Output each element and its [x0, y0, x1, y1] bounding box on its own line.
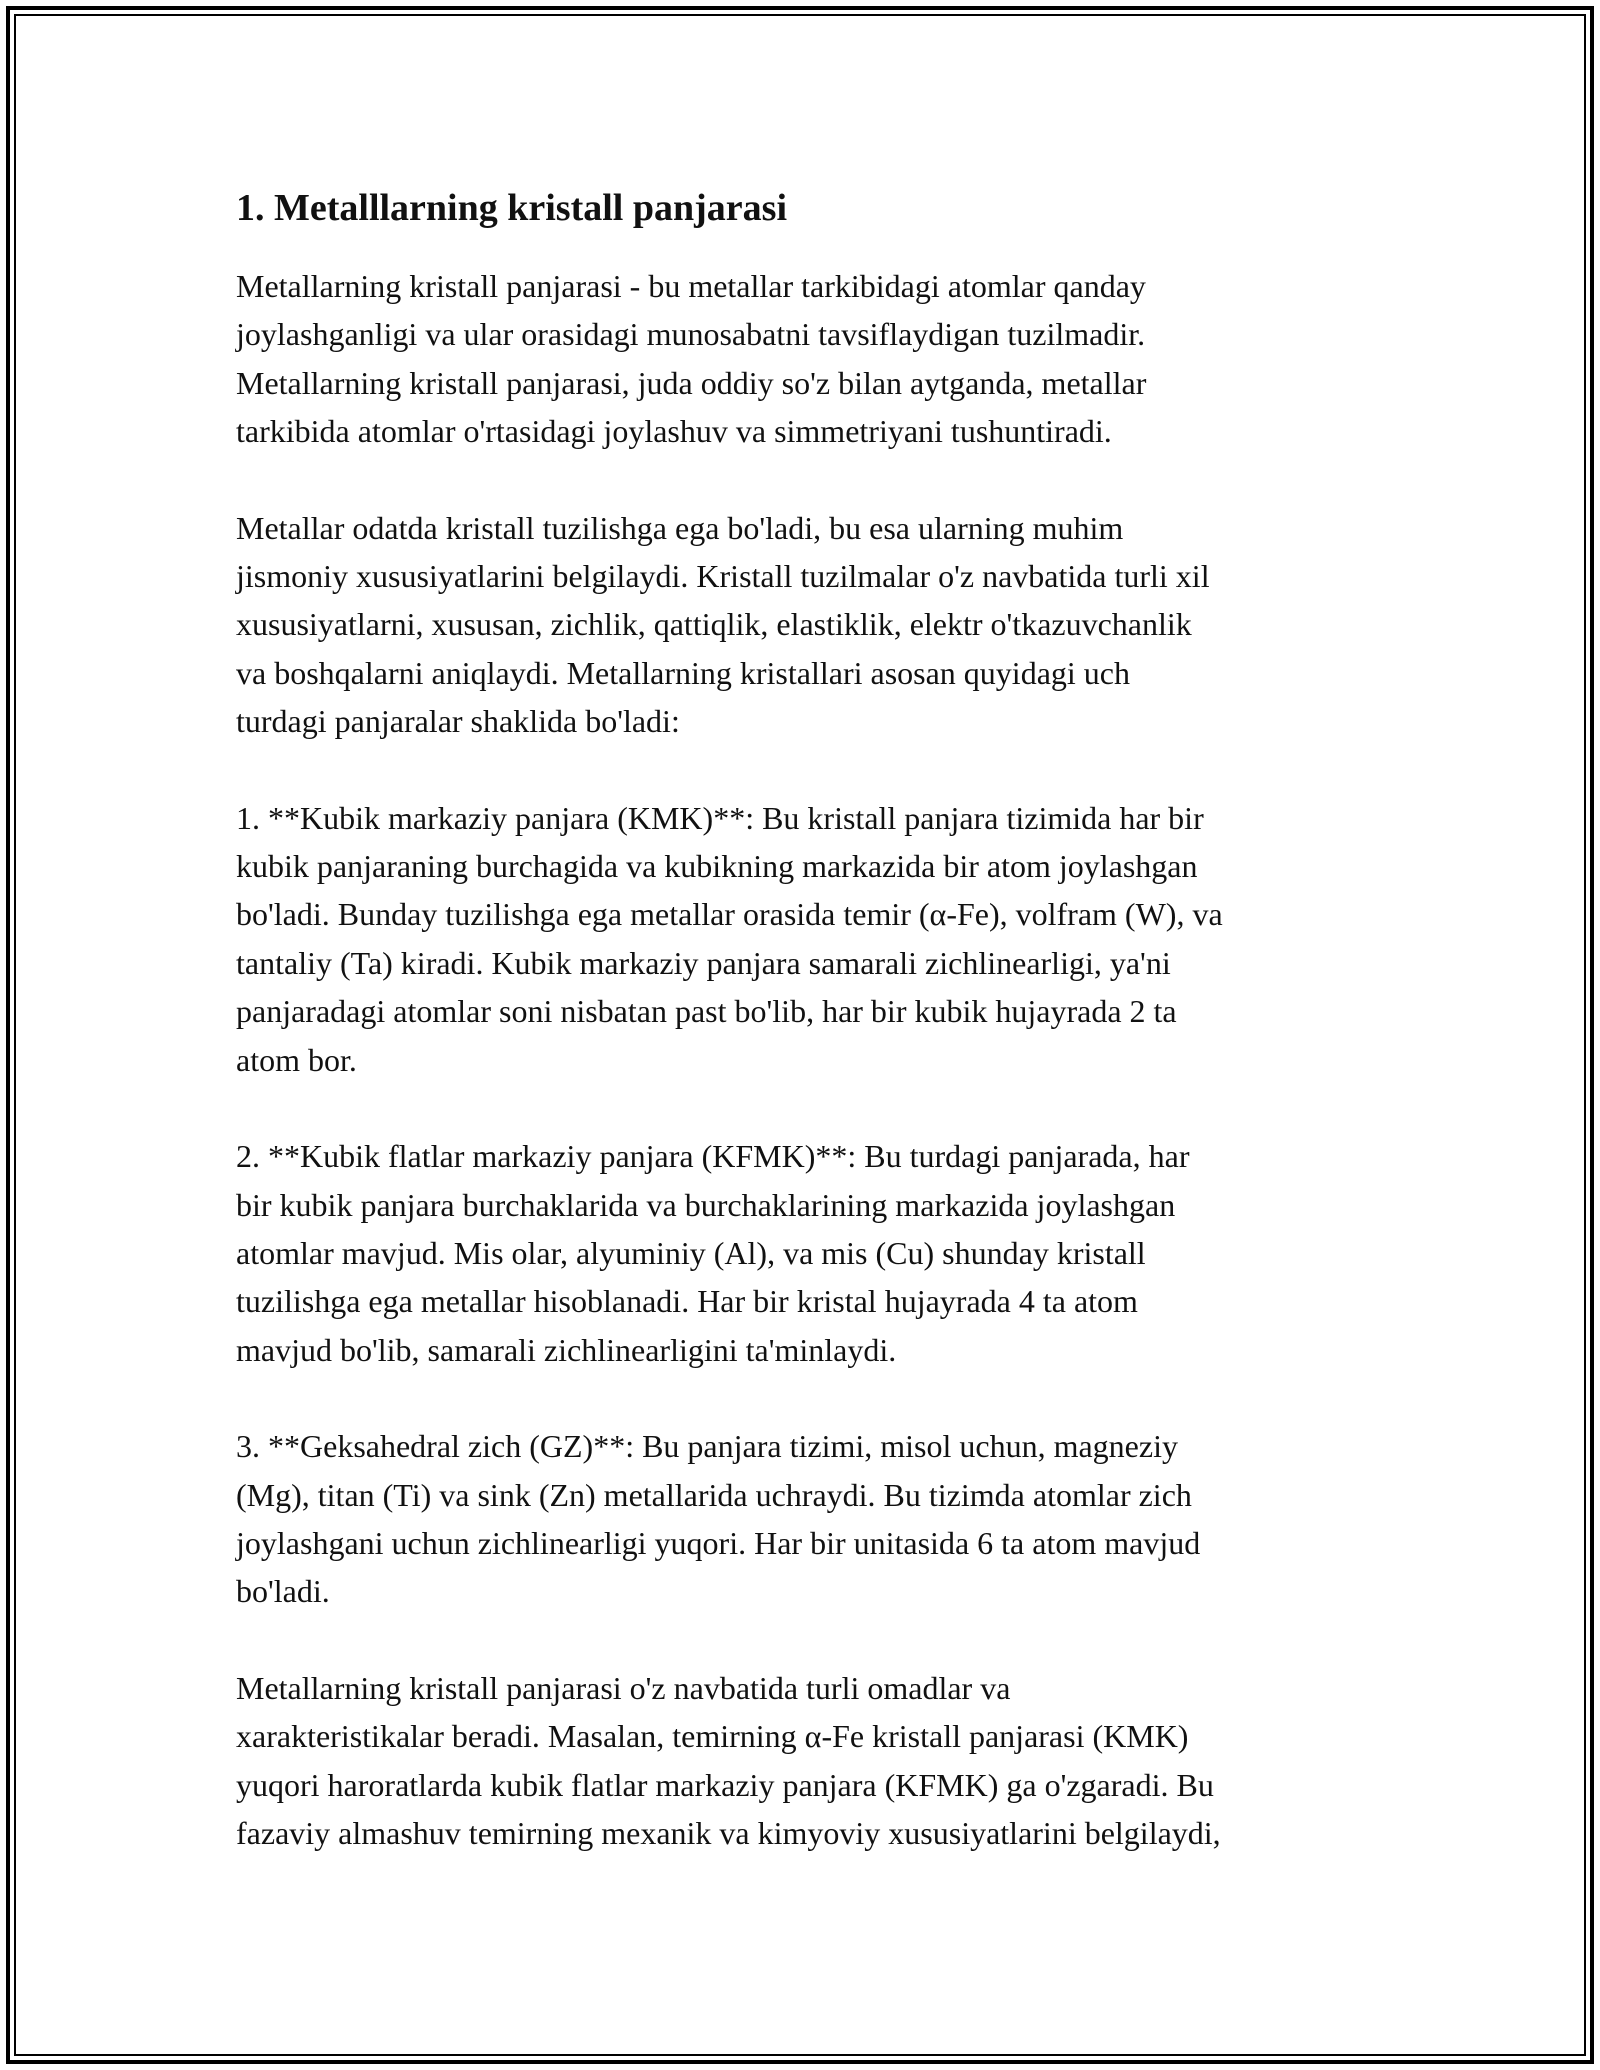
document-body: [236, 184, 1386, 1905]
paragraph-properties: Metallar odatda kristall tuzilishga ega bo'ladi, bu esa ularning muhim jismoniy xususiyatlarini belgilaydi. Kristall tuzilmalar o'z navbatida turli xil xususiyatlarni, xususan, zichlik, qattiqlik, elastiklik, elektr o'tkazuvchanlik va boshqalarni aniqlaydi. Metallarning kristallari asosan quyidagi uch turdagi panjaralar shaklida bo'ladi:: [236, 509, 1210, 740]
paragraph-kfmk: 2. **Kubik flatlar markaziy panjara (KFMK)**: Bu turdagi panjarada, har bir kubik panjara burchaklarida va burchaklarining markazida joylashgan atomlar mavjud. Mis olar, alyuminiy (Al), va mis (Cu) shunday kristall tuzilishga ega metallar hisoblanadi. Har bir kristal hujayrada 4 ta atom mavjud bo'lib, samarali zichlinearligini ta'minlaydi.: [236, 1138, 1190, 1368]
document-title: 1. Metalllarning kristall panjarasi: [236, 187, 787, 229]
paragraph-intro: Metallarning kristall panjarasi - bu metallar tarkibidagi atomlar qanday joylashganligi va ular orasidagi munosabatni tavsiflaydigan tuzilmadir. Metallarning kristall panjarasi, juda oddiy so'z bilan aytganda, metallar tarkibida atomlar o'rtasidagi joylashuv va simmetriyani tushuntiradi.: [236, 268, 1147, 450]
paragraph-conclusion: Metallarning kristall panjarasi o'z navbatida turli omadlar va xarakteristikalar beradi. Masalan, temirning α-Fe kristall panjarasi (KMK) yuqori haroratlarda kubik flatlar markaziy panjara (KFMK) ga o'zgaradi. Bu fazaviy almashuv temirning mexanik va kimyoviy xususiyatlarini belgilaydi,: [236, 1669, 1221, 1851]
paragraph-gz: 3. **Geksahedral zich (GZ)**: Bu panjara tizimi, misol uchun, magneziy (Mg), titan (Ti) va sink (Zn) metallarida uchraydi. Bu tizimda atomlar zich joylashgani uchun zichlinearligi yuqori. Har bir unitasida 6 ta atom mavjud bo'ladi.: [236, 1428, 1201, 1610]
paragraph-kmk: 1. **Kubik markaziy panjara (KMK)**: Bu kristall panjara tizimida har bir kubik panjaraning burchagida va kubikning markazida bir atom joylashgan bo'ladi. Bunday tuzilishga ega metallar orasida temir (α-Fe), volfram (W), va tantaliy (Ta) kiradi. Kubik markaziy panjara samarali zichlinearligi, ya'ni panjaradagi atomlar soni nisbatan past bo'lib, har bir kubik hujayrada 2 ta atom bor.: [236, 799, 1223, 1078]
